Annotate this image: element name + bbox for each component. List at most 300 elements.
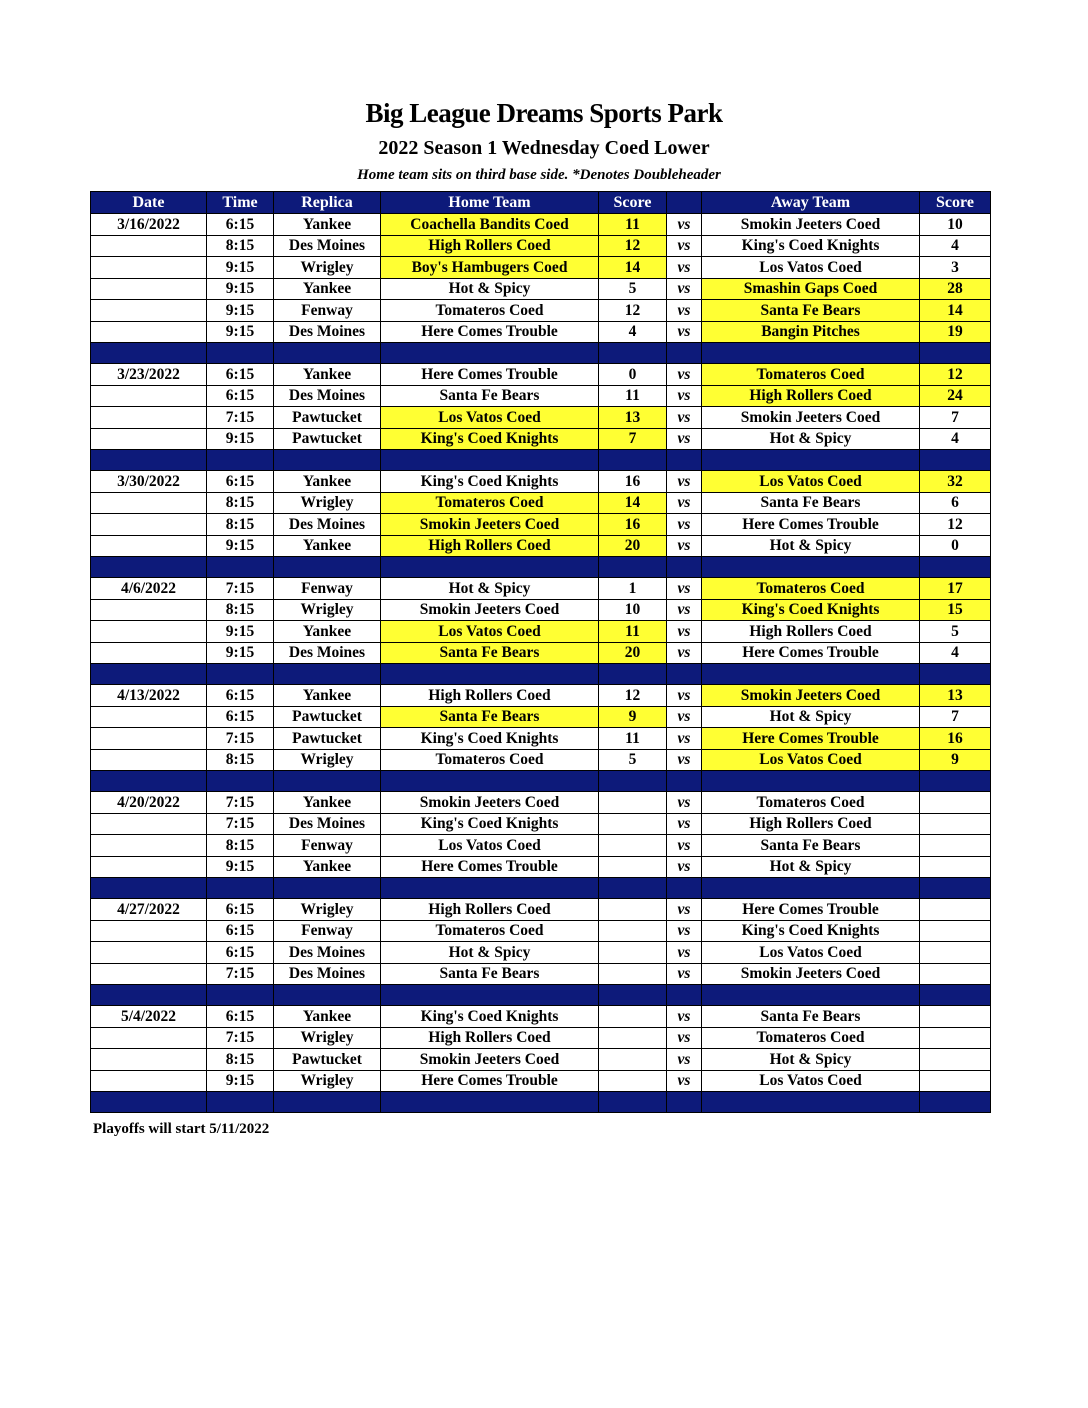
separator-cell [274,985,381,1006]
schedule-body [91,214,991,1113]
away-team-cell: Tomateros Coed [702,578,920,600]
field-cell: Pawtucket [274,407,381,429]
time-cell: 6:15 [207,706,274,728]
table-row [91,792,991,814]
home-team-cell: Tomateros Coed [381,492,599,514]
separator-cell [599,878,667,899]
away-score-cell: 32 [920,471,991,493]
separator-cell [920,450,991,471]
home-team-cell: Boy's Hambugers Coed [381,257,599,279]
time-cell: 8:15 [207,749,274,771]
home-team-cell: High Rollers Coed [381,899,599,921]
away-score-cell [920,920,991,942]
field-cell: Wrigley [274,749,381,771]
table-row [91,514,991,536]
week-separator-row [91,450,991,471]
home-team-cell: Santa Fe Bears [381,963,599,985]
away-score-cell: 12 [920,514,991,536]
vs-cell: vs [667,514,702,536]
schedule-note: Home team sits on third base side. *Denotes Doubleheader [357,167,721,183]
separator-cell [702,343,920,364]
date-cell: 3/30/2022 [91,471,207,493]
home-team-cell: Hot & Spicy [381,942,599,964]
home-score-cell [599,792,667,814]
away-team-cell: Santa Fe Bears [702,492,920,514]
date-cell [91,1049,207,1071]
home-score-cell: 12 [599,300,667,322]
away-score-cell: 12 [920,364,991,386]
field-cell: Yankee [274,685,381,707]
away-team-cell: High Rollers Coed [702,813,920,835]
table-row [91,813,991,835]
separator-cell [667,664,702,685]
time-cell: 9:15 [207,321,274,343]
home-team-cell: Tomateros Coed [381,920,599,942]
time-cell: 6:15 [207,1006,274,1028]
vs-cell: vs [667,1070,702,1092]
home-team-cell: High Rollers Coed [381,685,599,707]
home-score-cell: 9 [599,706,667,728]
table-row [91,942,991,964]
vs-cell: vs [667,471,702,493]
separator-cell [920,664,991,685]
away-score-cell: 4 [920,428,991,450]
date-cell [91,963,207,985]
field-cell: Wrigley [274,599,381,621]
date-cell [91,514,207,536]
home-score-cell: 11 [599,728,667,750]
home-team-cell: Smokin Jeeters Coed [381,514,599,536]
home-team-cell: King's Coed Knights [381,471,599,493]
separator-cell [91,878,207,899]
away-team-cell: Santa Fe Bears [702,1006,920,1028]
away-score-cell: 7 [920,407,991,429]
table-row [91,1049,991,1071]
table-row [91,578,991,600]
home-team-cell: Here Comes Trouble [381,1070,599,1092]
home-score-cell: 16 [599,471,667,493]
field-cell: Pawtucket [274,706,381,728]
home-score-cell: 1 [599,578,667,600]
vs-cell: vs [667,385,702,407]
table-row [91,920,991,942]
col-header-replica: Replica [274,192,381,214]
separator-cell [667,1092,702,1113]
home-team-cell: King's Coed Knights [381,813,599,835]
vs-cell: vs [667,1006,702,1028]
home-score-cell [599,920,667,942]
vs-cell: vs [667,1049,702,1071]
away-team-cell: Los Vatos Coed [702,1070,920,1092]
col-header-away-score: Score [920,192,991,214]
playoffs-note: Playoffs will start 5/11/2022 [93,1121,270,1137]
vs-cell: vs [667,706,702,728]
vs-cell: vs [667,535,702,557]
away-team-cell: Tomateros Coed [702,792,920,814]
vs-cell: vs [667,749,702,771]
away-score-cell [920,899,991,921]
separator-cell [702,771,920,792]
time-cell: 8:15 [207,492,274,514]
vs-cell: vs [667,728,702,750]
home-score-cell [599,963,667,985]
away-team-cell: Tomateros Coed [702,364,920,386]
home-score-cell [599,813,667,835]
vs-cell: vs [667,492,702,514]
home-team-cell: High Rollers Coed [381,235,599,257]
time-cell: 8:15 [207,514,274,536]
away-team-cell: Los Vatos Coed [702,257,920,279]
field-cell: Yankee [274,621,381,643]
separator-cell [274,878,381,899]
time-cell: 6:15 [207,899,274,921]
field-cell: Fenway [274,835,381,857]
field-cell: Fenway [274,300,381,322]
field-cell: Wrigley [274,899,381,921]
field-cell: Des Moines [274,385,381,407]
field-cell: Yankee [274,214,381,236]
table-row [91,321,991,343]
time-cell: 8:15 [207,235,274,257]
away-score-cell: 3 [920,257,991,279]
table-row [91,407,991,429]
table-row [91,428,991,450]
time-cell: 7:15 [207,792,274,814]
week-separator-row [91,771,991,792]
vs-cell: vs [667,599,702,621]
separator-cell [667,557,702,578]
date-cell [91,942,207,964]
away-team-cell: Los Vatos Coed [702,942,920,964]
separator-cell [667,343,702,364]
week-separator-row [91,557,991,578]
home-score-cell: 4 [599,321,667,343]
away-team-cell: High Rollers Coed [702,385,920,407]
away-score-cell: 17 [920,578,991,600]
away-score-cell: 24 [920,385,991,407]
page-title: Big League Dreams Sports Park [365,98,723,128]
table-row [91,492,991,514]
separator-cell [207,771,274,792]
separator-cell [702,985,920,1006]
field-cell: Des Moines [274,235,381,257]
home-score-cell: 14 [599,257,667,279]
separator-cell [599,985,667,1006]
away-team-cell: Here Comes Trouble [702,642,920,664]
time-cell: 6:15 [207,920,274,942]
away-team-cell: King's Coed Knights [702,235,920,257]
separator-cell [599,450,667,471]
separator-cell [91,557,207,578]
week-separator-row [91,1092,991,1113]
time-cell: 8:15 [207,835,274,857]
vs-cell: vs [667,920,702,942]
date-cell [91,728,207,750]
away-team-cell: Hot & Spicy [702,428,920,450]
date-cell [91,1027,207,1049]
separator-cell [274,343,381,364]
week-separator-row [91,343,991,364]
date-cell [91,428,207,450]
separator-cell [207,878,274,899]
time-cell: 6:15 [207,364,274,386]
field-cell: Des Moines [274,514,381,536]
home-score-cell: 5 [599,278,667,300]
separator-cell [702,878,920,899]
home-team-cell: Here Comes Trouble [381,321,599,343]
table-row [91,599,991,621]
field-cell: Des Moines [274,942,381,964]
separator-cell [381,1092,599,1113]
away-score-cell: 16 [920,728,991,750]
vs-cell: vs [667,578,702,600]
separator-cell [381,985,599,1006]
separator-cell [702,557,920,578]
table-row [91,685,991,707]
time-cell: 7:15 [207,1027,274,1049]
away-score-cell: 15 [920,599,991,621]
time-cell: 7:15 [207,963,274,985]
field-cell: Pawtucket [274,428,381,450]
date-cell [91,642,207,664]
vs-cell: vs [667,407,702,429]
vs-cell: vs [667,685,702,707]
home-score-cell: 10 [599,599,667,621]
away-score-cell [920,963,991,985]
field-cell: Yankee [274,278,381,300]
date-cell [91,278,207,300]
separator-cell [920,771,991,792]
page-subtitle: 2022 Season 1 Wednesday Coed Lower [378,137,710,159]
home-team-cell: Hot & Spicy [381,578,599,600]
field-cell: Yankee [274,856,381,878]
away-team-cell: Here Comes Trouble [702,899,920,921]
date-cell [91,920,207,942]
table-row [91,235,991,257]
away-score-cell [920,1027,991,1049]
time-cell: 6:15 [207,385,274,407]
col-header-home-team: Home Team [381,192,599,214]
week-separator-row [91,878,991,899]
schedule-table [90,191,991,1113]
home-team-cell: Los Vatos Coed [381,407,599,429]
table-row [91,835,991,857]
away-score-cell [920,792,991,814]
away-score-cell: 0 [920,535,991,557]
vs-cell: vs [667,235,702,257]
date-cell [91,835,207,857]
separator-cell [702,664,920,685]
time-cell: 6:15 [207,214,274,236]
separator-cell [599,557,667,578]
vs-cell: vs [667,642,702,664]
separator-cell [381,343,599,364]
home-score-cell [599,899,667,921]
vs-cell: vs [667,813,702,835]
field-cell: Des Moines [274,963,381,985]
away-score-cell [920,835,991,857]
col-header-time: Time [207,192,274,214]
date-cell [91,385,207,407]
home-team-cell: High Rollers Coed [381,1027,599,1049]
col-header-vs [667,192,702,214]
vs-cell: vs [667,300,702,322]
time-cell: 8:15 [207,599,274,621]
home-team-cell: Coachella Bandits Coed [381,214,599,236]
separator-cell [91,664,207,685]
away-team-cell: King's Coed Knights [702,920,920,942]
field-cell: Pawtucket [274,728,381,750]
separator-cell [207,343,274,364]
home-team-cell: King's Coed Knights [381,1006,599,1028]
field-cell: Yankee [274,471,381,493]
table-row [91,963,991,985]
home-team-cell: Here Comes Trouble [381,364,599,386]
home-score-cell: 11 [599,214,667,236]
vs-cell: vs [667,963,702,985]
time-cell: 6:15 [207,685,274,707]
home-score-cell: 7 [599,428,667,450]
vs-cell: vs [667,942,702,964]
home-score-cell: 14 [599,492,667,514]
time-cell: 9:15 [207,300,274,322]
time-cell: 9:15 [207,257,274,279]
vs-cell: vs [667,856,702,878]
home-score-cell: 20 [599,642,667,664]
away-team-cell: King's Coed Knights [702,599,920,621]
table-header-row [91,192,991,214]
away-team-cell: Santa Fe Bears [702,835,920,857]
home-team-cell: Los Vatos Coed [381,621,599,643]
separator-cell [702,450,920,471]
separator-cell [381,771,599,792]
separator-cell [920,878,991,899]
home-score-cell: 12 [599,235,667,257]
separator-cell [702,1092,920,1113]
col-header-home-score: Score [599,192,667,214]
home-score-cell: 5 [599,749,667,771]
home-team-cell: Tomateros Coed [381,749,599,771]
date-cell: 3/23/2022 [91,364,207,386]
separator-cell [599,343,667,364]
away-team-cell: Hot & Spicy [702,1049,920,1071]
home-team-cell: King's Coed Knights [381,428,599,450]
separator-cell [207,1092,274,1113]
date-cell: 5/4/2022 [91,1006,207,1028]
field-cell: Des Moines [274,642,381,664]
home-team-cell: Santa Fe Bears [381,642,599,664]
separator-cell [274,557,381,578]
time-cell: 9:15 [207,428,274,450]
away-score-cell [920,856,991,878]
vs-cell: vs [667,899,702,921]
away-score-cell: 4 [920,235,991,257]
away-team-cell: Smokin Jeeters Coed [702,963,920,985]
date-cell: 4/27/2022 [91,899,207,921]
date-cell [91,856,207,878]
home-score-cell: 0 [599,364,667,386]
home-score-cell [599,942,667,964]
date-cell [91,621,207,643]
separator-cell [91,771,207,792]
time-cell: 6:15 [207,471,274,493]
away-score-cell: 5 [920,621,991,643]
away-team-cell: Here Comes Trouble [702,514,920,536]
table-row [91,1027,991,1049]
away-team-cell: Los Vatos Coed [702,471,920,493]
field-cell: Yankee [274,364,381,386]
field-cell: Wrigley [274,257,381,279]
date-cell [91,235,207,257]
date-cell [91,321,207,343]
home-score-cell: 11 [599,385,667,407]
separator-cell [274,1092,381,1113]
away-team-cell: Santa Fe Bears [702,300,920,322]
away-team-cell: Tomateros Coed [702,1027,920,1049]
field-cell: Des Moines [274,813,381,835]
week-separator-row [91,985,991,1006]
away-team-cell: Here Comes Trouble [702,728,920,750]
home-score-cell: 16 [599,514,667,536]
separator-cell [91,450,207,471]
table-row [91,1006,991,1028]
separator-cell [599,771,667,792]
home-team-cell: Smokin Jeeters Coed [381,792,599,814]
table-row [91,728,991,750]
time-cell: 9:15 [207,535,274,557]
away-team-cell: High Rollers Coed [702,621,920,643]
home-team-cell: Hot & Spicy [381,278,599,300]
time-cell: 8:15 [207,1049,274,1071]
separator-cell [381,664,599,685]
col-header-away-team: Away Team [702,192,920,214]
table-row [91,621,991,643]
separator-cell [381,557,599,578]
away-score-cell: 7 [920,706,991,728]
home-score-cell [599,1006,667,1028]
separator-cell [920,985,991,1006]
field-cell: Wrigley [274,1070,381,1092]
date-cell: 3/16/2022 [91,214,207,236]
date-cell [91,813,207,835]
date-cell [91,535,207,557]
vs-cell: vs [667,428,702,450]
date-cell [91,1070,207,1092]
home-team-cell: High Rollers Coed [381,535,599,557]
table-row [91,385,991,407]
home-score-cell: 20 [599,535,667,557]
away-score-cell [920,1049,991,1071]
separator-cell [667,878,702,899]
vs-cell: vs [667,278,702,300]
field-cell: Wrigley [274,1027,381,1049]
table-row [91,642,991,664]
vs-cell: vs [667,214,702,236]
home-score-cell: 11 [599,621,667,643]
time-cell: 9:15 [207,1070,274,1092]
vs-cell: vs [667,364,702,386]
separator-cell [207,664,274,685]
away-team-cell: Los Vatos Coed [702,749,920,771]
home-team-cell: Santa Fe Bears [381,385,599,407]
table-row [91,214,991,236]
time-cell: 6:15 [207,942,274,964]
table-row [91,535,991,557]
date-cell [91,407,207,429]
home-team-cell: King's Coed Knights [381,728,599,750]
home-team-cell: Smokin Jeeters Coed [381,1049,599,1071]
table-row [91,899,991,921]
